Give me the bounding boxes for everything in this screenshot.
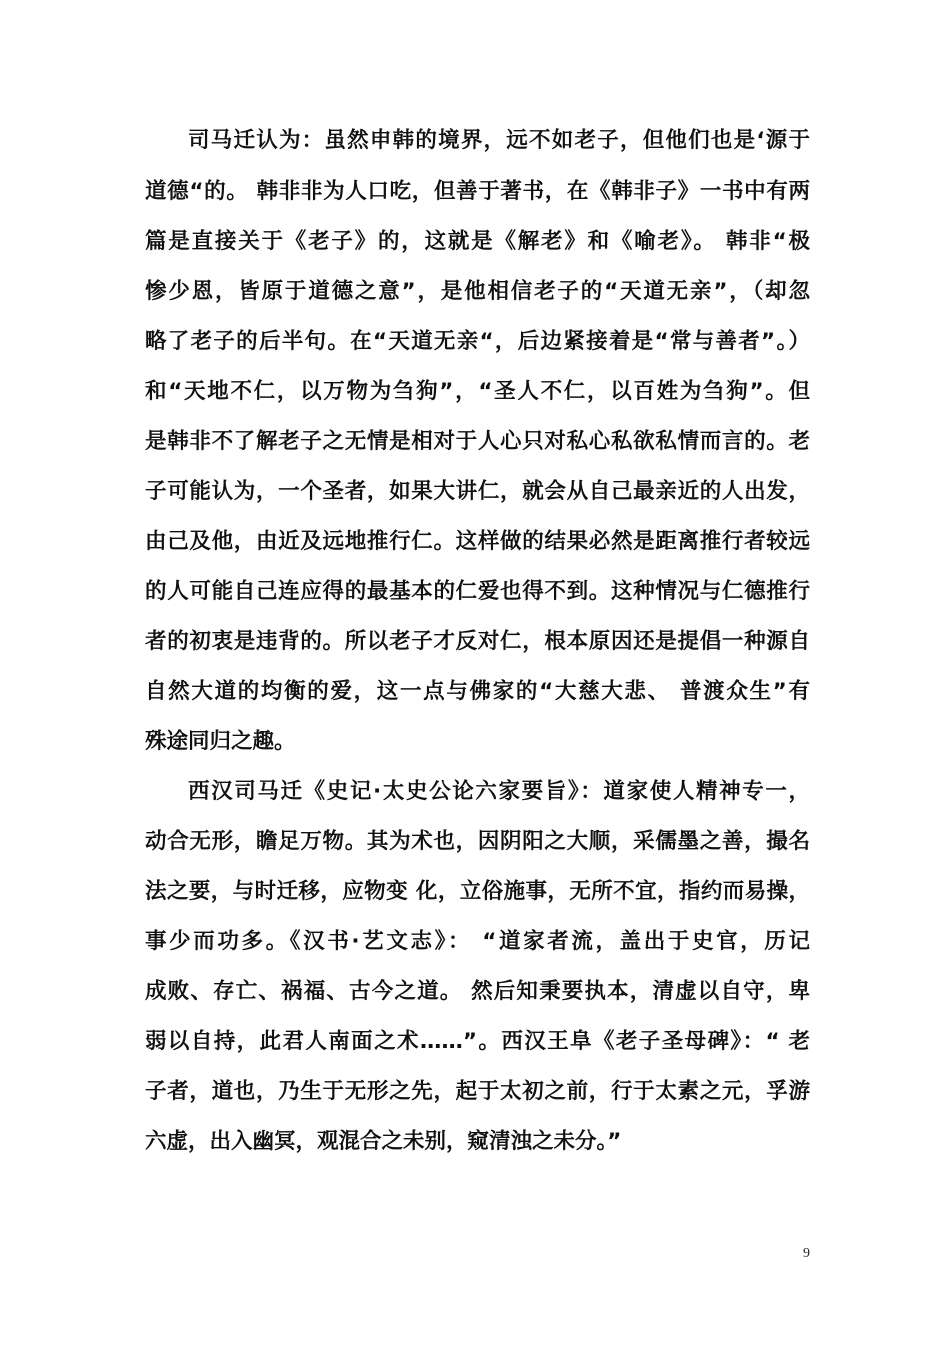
paragraph-2-line: 弱以自持，此君人南面之术……”。西汉王阜《老子圣母碑》：“ 老 [145,1029,810,1054]
paragraph-2-line: 动合无形，瞻足万物。其为术也，因阴阳之大顺，采儒墨之善，撮名 [145,829,810,854]
paragraph-1-line: 殊途同归之趣。 [145,729,296,754]
paragraph-1-line: 是韩非不了解老子之无情是相对于人心只对私心私欲私情而言的。老 [145,429,810,454]
paragraph-2-line: 六虚，出入幽冥，观混合之未别，窥清浊之未分。” [145,1129,622,1154]
paragraph-2-line: 法之要，与时迁移，应物变 化，立俗施事，无所不宜，指约而易操， [145,879,810,904]
paragraph-1-line: 自然大道的均衡的爱，这一点与佛家的“大慈大悲、 普渡众生”有 [145,679,810,704]
paragraph-2-line: 西汉司马迁《史记·太史公论六家要旨》：道家使人精神专一， [188,779,810,804]
paragraph-1-line: 道德“的。 韩非非为人口吃，但善于著书，在《韩非子》一书中有两 [145,179,810,204]
paragraph-1-line: 和“天地不仁，以万物为刍狗”，“圣人不仁，以百姓为刍狗”。但 [145,379,810,404]
paragraph-1-line: 略了老子的后半句。在“天道无亲“，后边紧接着是“常与善者”。） [145,329,810,354]
paragraph-1-line: 篇是直接关于《老子》的，这就是《解老》和《喻老》。 韩非“极 [145,229,810,254]
paragraph-1-line: 由己及他，由近及远地推行仁。这样做的结果必然是距离推行者较远 [145,529,810,554]
paragraph-1-line: 司马迁认为：虽然申韩的境界，远不如老子，但他们也是‘源于 [188,128,810,153]
paragraph-2-line: 子者，道也，乃生于无形之先，起于太初之前，行于太素之元，孚游 [145,1079,810,1104]
paragraph-1-line: 惨少恩，皆原于道德之意”，是他相信老子的“天道无亲”，（却忽 [145,279,810,304]
paragraph-2-line: 事少而功多。《汉书·艺文志》： “道家者流，盖出于史官，历记 [145,929,810,954]
paragraph-1-line: 的人可能自己连应得的最基本的仁爱也得不到。这种情况与仁德推行 [145,579,810,604]
paragraph-1-line: 子可能认为，一个圣者，如果大讲仁，就会从自己最亲近的人出发， [145,479,810,504]
page-number: 9 [803,1246,810,1261]
paragraph-1-line: 者的初衷是违背的。所以老子才反对仁，根本原因还是提倡一种源自 [145,629,810,654]
paragraph-2-line: 成败、存亡、祸福、古今之道。 然后知秉要执本，清虚以自守，卑 [145,979,810,1004]
